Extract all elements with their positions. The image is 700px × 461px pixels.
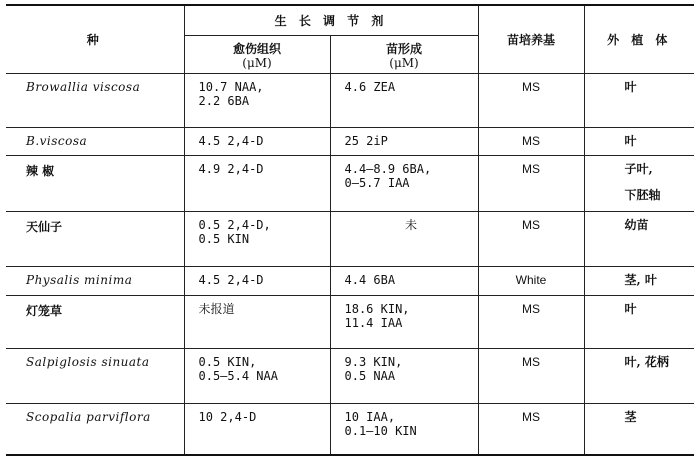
header-callus xyxy=(184,35,330,73)
header-species: 种 xyxy=(6,5,184,73)
explant-value: 幼苗 xyxy=(624,217,649,232)
medium-cell: MS xyxy=(478,403,584,455)
header-callus-label: 愈伤组织 xyxy=(232,41,281,56)
shoot-cell xyxy=(330,348,478,403)
species-cell: B.viscosa xyxy=(6,127,184,155)
shoot-value: 11.4 IAA xyxy=(344,315,403,330)
table-row xyxy=(6,403,694,455)
header-shoot-unit: (μM) xyxy=(389,55,419,70)
explant-value: 子叶, xyxy=(624,161,653,176)
explant-cell xyxy=(584,403,694,455)
data-table xyxy=(6,4,694,456)
medium-cell: MS xyxy=(478,155,584,211)
species-cell: Physalis minima xyxy=(6,266,184,295)
explant-value: 下胚轴 xyxy=(624,187,661,202)
shoot-value: 0—5.7 IAA xyxy=(344,175,410,190)
medium-cell: MS xyxy=(478,211,584,266)
table-row xyxy=(6,211,694,266)
shoot-cell xyxy=(330,73,478,127)
shoot-value: 未 xyxy=(404,217,417,232)
explant-cell xyxy=(584,127,694,155)
explant-cell xyxy=(584,211,694,266)
species-cell: Browallia viscosa xyxy=(6,73,184,127)
shoot-value: 4.6 ZEA xyxy=(344,79,396,94)
callus-value: 10.7 NAA, xyxy=(198,79,264,94)
shoot-value: 4.4 6BA xyxy=(344,272,396,287)
explant-value: 叶, 花柄 xyxy=(624,354,669,369)
callus-value: 4.5 2,4-D xyxy=(198,272,264,287)
shoot-value: 0.1—10 KIN xyxy=(344,423,417,438)
explant-value: 叶 xyxy=(624,133,637,148)
shoot-cell xyxy=(330,211,478,266)
table-row xyxy=(6,348,694,403)
callus-cell xyxy=(184,211,330,266)
shoot-value: 0.5 NAA xyxy=(344,368,396,383)
callus-value: 0.5 KIN, xyxy=(198,354,257,369)
table-row xyxy=(6,127,694,155)
header-explant: 外 植 体 xyxy=(584,5,694,73)
callus-cell xyxy=(184,295,330,348)
explant-value: 茎, 叶 xyxy=(624,272,657,287)
shoot-value: 18.6 KIN, xyxy=(344,301,410,316)
shoot-cell xyxy=(330,295,478,348)
medium-cell: MS xyxy=(478,127,584,155)
callus-value: 10 2,4-D xyxy=(198,409,257,424)
callus-value: 0.5—5.4 NAA xyxy=(198,368,278,383)
shoot-cell xyxy=(330,155,478,211)
species-cell: Salpiglosis sinuata xyxy=(6,348,184,403)
explant-cell xyxy=(584,348,694,403)
explant-cell xyxy=(584,73,694,127)
table-row xyxy=(6,266,694,295)
explant-value: 叶 xyxy=(624,79,637,94)
shoot-cell xyxy=(330,403,478,455)
callus-value: 0.5 2,4-D, xyxy=(198,217,271,232)
callus-cell xyxy=(184,127,330,155)
shoot-value: 4.4—8.9 6BA, xyxy=(344,161,432,176)
callus-value: 未报道 xyxy=(198,301,235,316)
callus-cell xyxy=(184,348,330,403)
explant-cell xyxy=(584,295,694,348)
species-cell: 辣 椒 xyxy=(6,155,184,211)
explant-value: 叶 xyxy=(624,301,637,316)
header-shoot xyxy=(330,35,478,73)
callus-value: 4.5 2,4-D xyxy=(198,133,264,148)
species-cell: Scopalia parviflora xyxy=(6,403,184,455)
species-cell: 灯笼草 xyxy=(6,295,184,348)
medium-cell: MS xyxy=(478,73,584,127)
medium-cell: MS xyxy=(478,295,584,348)
shoot-cell xyxy=(330,127,478,155)
header-callus-unit: (μM) xyxy=(242,55,272,70)
shoot-value: 10 IAA, xyxy=(344,409,396,424)
callus-value: 0.5 KIN xyxy=(198,231,250,246)
table-row xyxy=(6,155,694,211)
callus-value: 2.2 6BA xyxy=(198,93,250,108)
callus-cell xyxy=(184,155,330,211)
explant-value: 茎 xyxy=(624,409,637,424)
explant-cell xyxy=(584,266,694,295)
callus-cell xyxy=(184,266,330,295)
callus-cell xyxy=(184,403,330,455)
shoot-value: 25 2iP xyxy=(344,133,388,148)
header-growth-regulators: 生 长 调 节 剂 xyxy=(184,5,478,35)
callus-value: 4.9 2,4-D xyxy=(198,161,264,176)
header-shoot-label: 苗形成 xyxy=(385,41,422,56)
header-medium: 苗培养基 xyxy=(478,5,584,73)
species-cell: 天仙子 xyxy=(6,211,184,266)
shoot-cell xyxy=(330,266,478,295)
medium-cell: White xyxy=(478,266,584,295)
table-body xyxy=(6,73,694,455)
table-row xyxy=(6,295,694,348)
callus-cell xyxy=(184,73,330,127)
shoot-value: 9.3 KIN, xyxy=(344,354,403,369)
medium-cell: MS xyxy=(478,348,584,403)
table-row xyxy=(6,73,694,127)
explant-cell xyxy=(584,155,694,211)
